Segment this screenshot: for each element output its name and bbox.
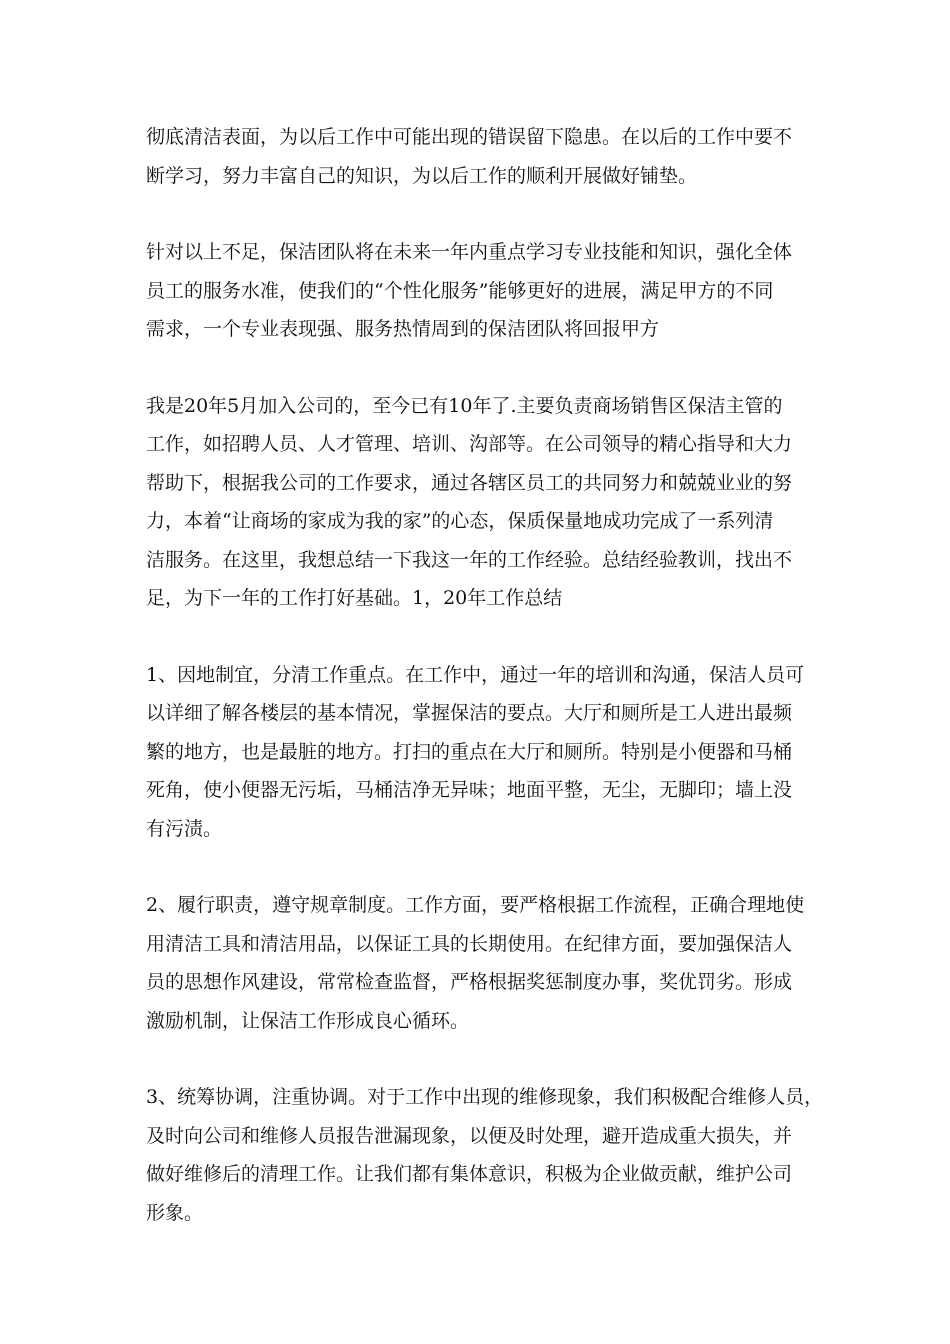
text-line: 断学习，努力丰富自己的知识，为以后工作的顺利开展做好铺垫。 xyxy=(146,164,698,187)
text-line: 洁服务。在这里，我想总结一下我这一年的工作经验。总结经验教训，找出不 xyxy=(146,548,793,571)
text-line: 及时向公司和维修人员报告泄漏现象，以便及时处理，避开造成重大损失，并 xyxy=(146,1124,793,1147)
text-line: 死角，使小便器无污垢，马桶洁净无异味；地面平整，无尘，无脚印；墙上没 xyxy=(146,779,793,801)
text-line: 用清洁工具和清洁用品，以保证工具的长期使用。在纪律方面，要加强保洁人 xyxy=(146,932,793,955)
paragraph-4 xyxy=(146,656,811,849)
paragraph-3 xyxy=(146,387,811,618)
text-line: 员的思想作风建设，常常检查监督，严格根据奖惩制度办事，奖优罚劣。形成 xyxy=(146,971,793,993)
paragraph-6 xyxy=(146,1078,824,1232)
document-body xyxy=(146,118,824,1270)
text-line: 以详细了解各楼层的基本情况，掌握保洁的要点。大厅和厕所是工人进出最频 xyxy=(146,702,793,724)
text-line: 2、履行职责，遵守规章制度。工作方面，要严格根据工作流程，正确合理地使 xyxy=(146,894,805,916)
text-line: 3、统筹协调，注重协调。对于工作中出现的维修现象，我们积极配合维修人员， xyxy=(146,1086,824,1108)
paragraph-1 xyxy=(146,118,811,195)
text-line: 有污渍。 xyxy=(146,817,223,840)
text-line: 形象。 xyxy=(146,1201,204,1224)
paragraph-5 xyxy=(146,886,811,1040)
paragraph-2 xyxy=(146,233,811,349)
text-line: 繁的地方，也是最脏的地方。打扫的重点在大厅和厕所。特别是小便器和马桶 xyxy=(146,740,793,763)
text-line: 1、因地制宜，分清工作重点。在工作中，通过一年的培训和沟通，保洁人员可 xyxy=(146,663,805,686)
text-line: 我是20年5月加入公司的，至今已有10年了.主要负责商场销售区保洁主管的 xyxy=(146,394,783,417)
text-line: 针对以上不足，保洁团队将在未来一年内重点学习专业技能和知识，强化全体 xyxy=(146,241,793,263)
text-line: 彻底清洁表面，为以后工作中可能出现的错误留下隐患。在以后的工作中要不 xyxy=(146,126,793,148)
text-line: 员工的服务水准，使我们的“个性化服务”能够更好的进展，满足甲方的不同 xyxy=(146,279,774,302)
text-line: 力，本着“让商场的家成为我的家”的心态，保质保量地成功完成了一系列清 xyxy=(146,510,774,532)
text-line: 工作，如招聘人员、人才管理、培训、沟部等。在公司领导的精心指导和大力 xyxy=(146,433,793,455)
text-line: 帮助下，根据我公司的工作要求，通过各辖区员工的共同努力和兢兢业业的努 xyxy=(146,471,793,494)
text-line: 做好维修后的清理工作。让我们都有集体意识，积极为企业做贡献，维护公司 xyxy=(146,1163,793,1185)
text-line: 激励机制，让保洁工作形成良心循环。 xyxy=(146,1009,470,1032)
text-line: 足，为下一年的工作打好基础。1，20年工作总结 xyxy=(146,587,563,609)
text-line: 需求，一个专业表现强、服务热情周到的保洁团队将回报甲方 xyxy=(146,318,660,340)
